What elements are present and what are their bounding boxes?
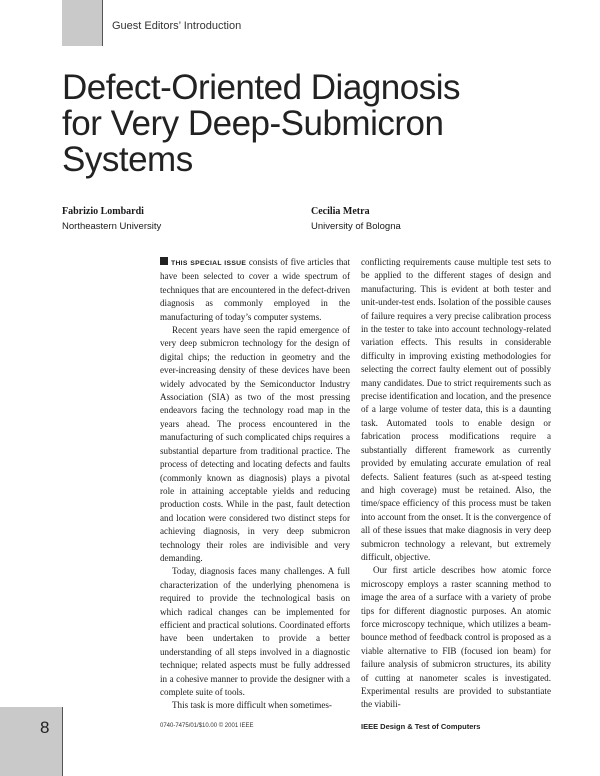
paragraph: This task is more difficult when sometimes-	[172, 700, 332, 711]
body-column-2	[361, 256, 551, 712]
paragraph: conflicting requirements cause multiple test sets to be applied to the different stages of design and manufacturing. This is evident at both tester and unit-under-test ends. Isolation of the possible causes of failure requires a very precise calibration process in the tester to take into account technology-related variation effects. This results in considerable difficulty in improving existing methodologies for selecting the correct faulty element out of possibly many candidates. Due to strict requirements such as precise identification and location, and the presence of a large volume of tester data, this is a daunting task. Automated tools to enable design or fabrication process modifications require a substantially different framework as currently provided by emulating accurate emulation of real defects. Salient features (such as at-speed testing and high coverage) must be retained. Also, the time/space efficiency of this process must be taken into account from the onset. It is the convergence of all of these issues that make diagnosis in very deep submicron technology a relevant, but extremely difficult, objective.	[361, 257, 551, 562]
author-block	[62, 206, 161, 232]
author-name: Fabrizio Lombardi	[62, 206, 144, 217]
author-affiliation: University of Bologna	[311, 221, 401, 232]
paragraph: Our first article describes how atomic force microscopy employs a raster scanning method to image the area of a surface with a variety of probe tips for different diagnostic purposes. An atomic force microscopy technique, which utilizes a beam-bounce method of feedback control is proposed as a viable alternative to FIB (focused ion beam) for failure analysis of submicron structures, its ability of cutting at nanometer scales is investigated. Experimental results are provided to substantiate the viabili-	[361, 565, 551, 710]
header-tab-block	[62, 0, 102, 46]
paragraph: Recent years have seen the rapid emergence of very deep submicron technology for the design of digital chips; the reduction in geometry and the ever-increasing density of these devices have been widely advocated by the Semiconductor Industry Association (SIA) as two of the most pressing endeavors facing the technology road map in the years ahead. The process encountered in the manufacturing of such complicated chips requires a substantial departure from traditional practice. The process of detecting and locating defects and faults (commonly known as diagnosis) plays a pivotal role in attaining acceptable yields and reducing production costs. While in the past, fault detection and location were considered two distinct steps for achieving diagnosis, in very deep submicron technology their roles are indivisible and very demanding.	[160, 325, 350, 563]
title-line: Defect-Oriented Diagnosis	[62, 68, 460, 107]
copyright-code: 0740-7475/01/$10.00 © 2001 IEEE	[160, 723, 254, 729]
article-title	[62, 70, 522, 178]
author-block	[311, 206, 401, 232]
footer-divider	[62, 707, 63, 776]
section-label: Guest Editors’ Introduction	[112, 20, 242, 32]
page-number: 8	[40, 718, 50, 737]
body-column-1	[160, 256, 350, 713]
paragraph	[160, 256, 350, 324]
author-affiliation: Northeastern University	[62, 221, 162, 232]
title-line: Systems	[62, 140, 193, 179]
header-divider	[102, 0, 103, 46]
journal-name: IEEE Design & Test of Computers	[361, 722, 481, 731]
footer-tab-block	[0, 707, 62, 776]
paragraph-text: consists of five articles that have been selected to cover a wide spectrum of techniques that are encountered in the defect-driven diagnosis as commonly employed in the manufacturing of today’s computer systems.	[160, 257, 350, 322]
title-line: for Very Deep-Submicron	[62, 104, 444, 143]
paragraph: Today, diagnosis faces many challenges. A full characterization of the underlying phenomena is required to provide the technological basis on which radical changes can be implemented for efficient and practical solutions. Coordinated efforts have been undertaken to provide a better understanding of all steps involved in a diagnostic technique; related aspects must be fully addressed in a cohesive manner to provide the designer with a complete suite of tools.	[160, 566, 350, 697]
lead-in: THIS SPECIAL ISSUE	[171, 260, 247, 267]
author-name: Cecilia Metra	[311, 206, 370, 217]
lead-square-icon	[160, 257, 168, 265]
